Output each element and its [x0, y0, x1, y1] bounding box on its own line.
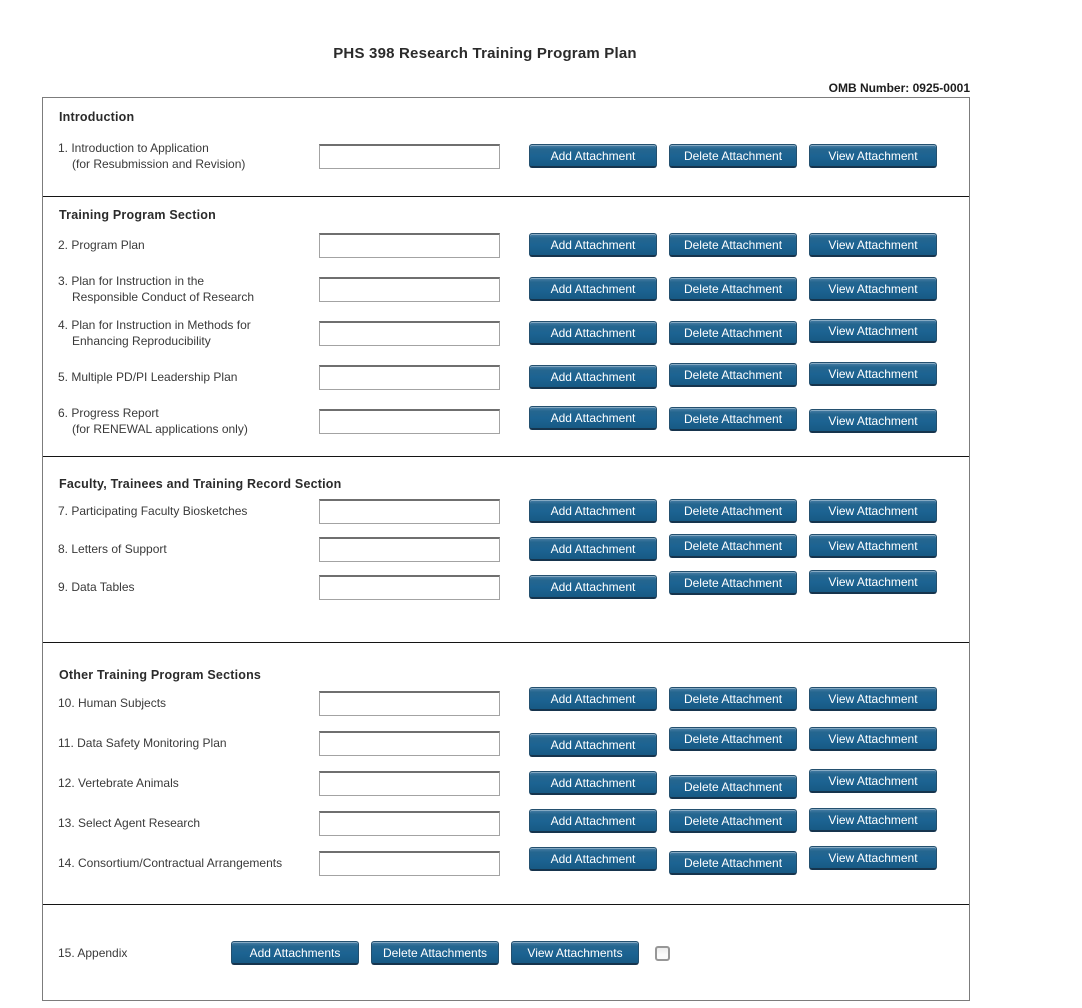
add-attachment-button[interactable]: Add Attachment: [529, 575, 657, 599]
form-row-14: [43, 843, 969, 883]
view-attachment-button[interactable]: View Attachment: [809, 409, 937, 433]
delete-attachment-button[interactable]: Delete Attachment: [669, 407, 797, 431]
delete-attachment-button[interactable]: Delete Attachment: [669, 363, 797, 387]
add-attachment-button[interactable]: Add Attachment: [529, 233, 657, 257]
view-attachment-button[interactable]: View Attachment: [809, 534, 937, 558]
add-attachments-button[interactable]: Add Attachments: [231, 941, 359, 965]
field-label: 8. Letters of Support: [58, 542, 167, 556]
appendix-checkbox[interactable]: [655, 946, 670, 961]
field-label: 11. Data Safety Monitoring Plan: [58, 736, 227, 750]
attachment-filename-input[interactable]: [319, 731, 500, 756]
field-label: 4. Plan for Instruction in Methods for Enhancing Reproducibility: [58, 318, 251, 348]
view-attachment-button[interactable]: View Attachment: [809, 144, 937, 168]
view-attachment-button[interactable]: View Attachment: [809, 570, 937, 594]
section-title: Introduction: [59, 110, 135, 124]
field-label: 3. Plan for Instruction in the Responsible Conduct of Research: [58, 274, 255, 304]
form-row-5: [43, 355, 969, 399]
delete-attachment-button[interactable]: Delete Attachment: [669, 534, 797, 558]
section-introduction: [43, 98, 969, 196]
attachment-filename-input[interactable]: [319, 851, 500, 876]
form-row-10: [43, 683, 969, 723]
view-attachment-button[interactable]: View Attachment: [809, 846, 937, 870]
form-row-15: [43, 941, 969, 965]
delete-attachment-button[interactable]: Delete Attachment: [669, 233, 797, 257]
add-attachment-button[interactable]: Add Attachment: [529, 733, 657, 757]
view-attachment-button[interactable]: View Attachment: [809, 319, 937, 343]
delete-attachment-button[interactable]: Delete Attachment: [669, 499, 797, 523]
form-row-12: [43, 763, 969, 803]
delete-attachment-button[interactable]: Delete Attachment: [669, 321, 797, 345]
add-attachment-button[interactable]: Add Attachment: [529, 499, 657, 523]
delete-attachment-button[interactable]: Delete Attachment: [669, 727, 797, 751]
view-attachment-button[interactable]: View Attachment: [809, 362, 937, 386]
delete-attachment-button[interactable]: Delete Attachment: [669, 687, 797, 711]
delete-attachment-button[interactable]: Delete Attachment: [669, 809, 797, 833]
field-label: 13. Select Agent Research: [58, 816, 201, 830]
delete-attachment-button[interactable]: Delete Attachment: [669, 851, 797, 875]
section-training-program: [43, 196, 969, 456]
view-attachment-button[interactable]: View Attachment: [809, 769, 937, 793]
view-attachment-button[interactable]: View Attachment: [809, 727, 937, 751]
page-title: PHS 398 Research Training Program Plan: [333, 45, 637, 62]
view-attachment-button[interactable]: View Attachment: [809, 499, 937, 523]
section-appendix: [43, 904, 969, 1000]
delete-attachments-button[interactable]: Delete Attachments: [371, 941, 499, 965]
form-box: [42, 97, 970, 1001]
view-attachments-button[interactable]: View Attachments: [511, 941, 639, 965]
attachment-filename-input[interactable]: [319, 499, 500, 524]
add-attachment-button[interactable]: Add Attachment: [529, 809, 657, 833]
form-row-6: [43, 399, 969, 443]
add-attachment-button[interactable]: Add Attachment: [529, 847, 657, 871]
attachment-filename-input[interactable]: [319, 365, 500, 390]
view-attachment-button[interactable]: View Attachment: [809, 233, 937, 257]
field-label: 1. Introduction to Application (for Resubmission and Revision): [58, 141, 246, 171]
view-attachment-button[interactable]: View Attachment: [809, 808, 937, 832]
form-row-3: [43, 267, 969, 311]
form-row-8: [43, 530, 969, 568]
section-title: Training Program Section: [59, 208, 216, 222]
add-attachment-button[interactable]: Add Attachment: [529, 406, 657, 430]
attachment-filename-input[interactable]: [319, 144, 500, 169]
add-attachment-button[interactable]: Add Attachment: [529, 365, 657, 389]
form-row-13: [43, 803, 969, 843]
view-attachment-button[interactable]: View Attachment: [809, 277, 937, 301]
view-attachment-button[interactable]: View Attachment: [809, 687, 937, 711]
add-attachment-button[interactable]: Add Attachment: [529, 144, 657, 168]
add-attachment-button[interactable]: Add Attachment: [529, 771, 657, 795]
form-row-9: [43, 568, 969, 606]
field-label: 9. Data Tables: [58, 580, 135, 594]
delete-attachment-button[interactable]: Delete Attachment: [669, 775, 797, 799]
delete-attachment-button[interactable]: Delete Attachment: [669, 277, 797, 301]
attachment-filename-input[interactable]: [319, 811, 500, 836]
attachment-filename-input[interactable]: [319, 771, 500, 796]
field-label: 10. Human Subjects: [58, 696, 167, 710]
add-attachment-button[interactable]: Add Attachment: [529, 321, 657, 345]
section-faculty-trainees: [43, 456, 969, 642]
field-label: 14. Consortium/Contractual Arrangements: [58, 856, 283, 870]
attachment-filename-input[interactable]: [319, 575, 500, 600]
add-attachment-button[interactable]: Add Attachment: [529, 687, 657, 711]
add-attachment-button[interactable]: Add Attachment: [529, 537, 657, 561]
delete-attachment-button[interactable]: Delete Attachment: [669, 571, 797, 595]
delete-attachment-button[interactable]: Delete Attachment: [669, 144, 797, 168]
field-label: 2. Program Plan: [58, 238, 145, 252]
field-label: 6. Progress Report (for RENEWAL applications only): [58, 406, 248, 436]
add-attachment-button[interactable]: Add Attachment: [529, 277, 657, 301]
form-row-7: [43, 492, 969, 530]
attachment-filename-input[interactable]: [319, 537, 500, 562]
field-label: 5. Multiple PD/PI Leadership Plan: [58, 370, 238, 384]
form-row-1: [43, 139, 969, 173]
field-label: 15. Appendix: [58, 946, 128, 960]
attachment-filename-input[interactable]: [319, 233, 500, 258]
attachment-filename-input[interactable]: [319, 277, 500, 302]
attachment-filename-input[interactable]: [319, 321, 500, 346]
form-row-2: [43, 223, 969, 267]
form-row-4: [43, 311, 969, 355]
omb-number: OMB Number: 0925-0001: [828, 81, 970, 95]
section-title: Faculty, Trainees and Training Record Section: [59, 477, 342, 491]
attachment-filename-input[interactable]: [319, 409, 500, 434]
field-label: 7. Participating Faculty Biosketches: [58, 504, 248, 518]
field-label: 12. Vertebrate Animals: [58, 776, 179, 790]
form-row-11: [43, 723, 969, 763]
section-other-training: [43, 642, 969, 904]
section-title: Other Training Program Sections: [59, 668, 262, 682]
attachment-filename-input[interactable]: [319, 691, 500, 716]
